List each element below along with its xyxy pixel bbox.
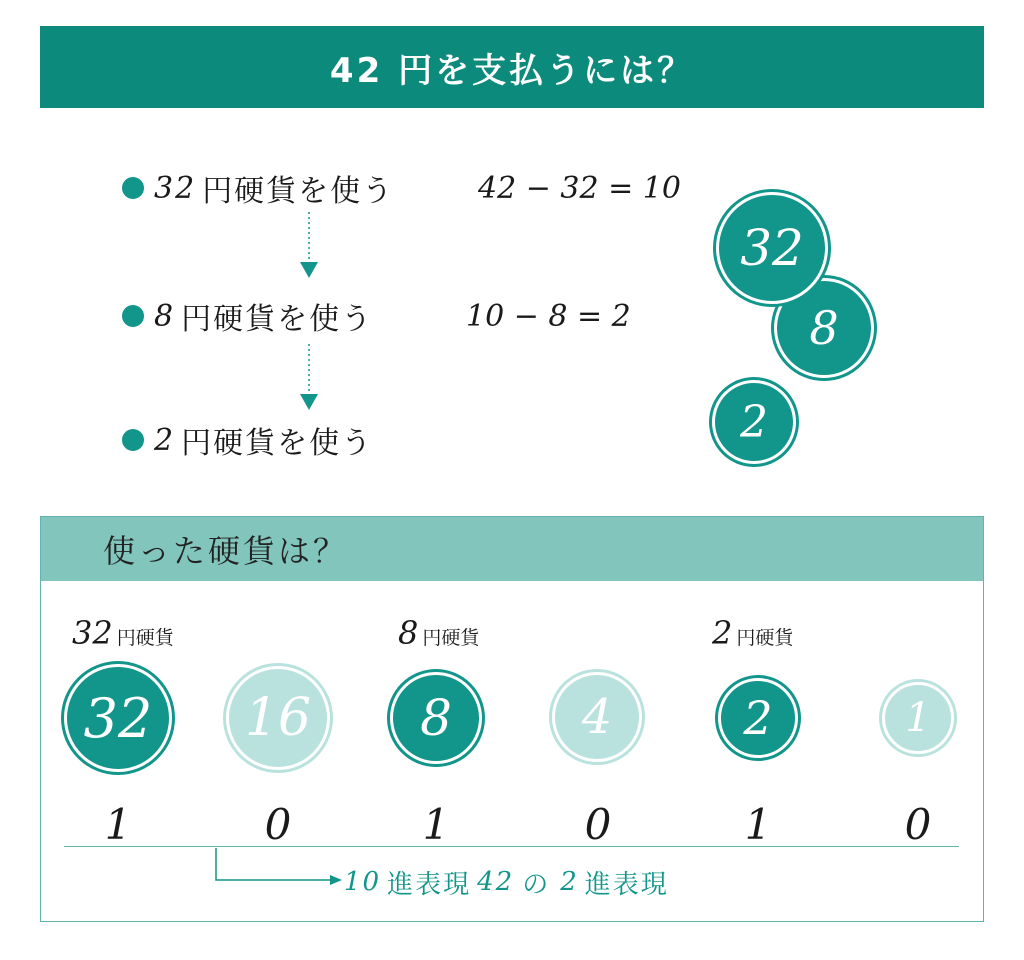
coin-label-value: 2 <box>712 614 733 652</box>
coin-label-value: 8 <box>398 614 419 652</box>
bit-2: 1 <box>744 800 772 849</box>
bit-1: 0 <box>904 800 932 849</box>
coin-32: 32 <box>716 192 828 304</box>
bit-32: 1 <box>104 800 132 849</box>
coin-label-32 <box>72 614 174 652</box>
step-value: 2 <box>154 422 176 458</box>
title-text: 42 円を支払うには？ <box>329 50 695 91</box>
title-banner <box>40 26 984 108</box>
caption-text: 進表現 <box>584 869 669 900</box>
row-coin-16: 16 <box>226 666 330 770</box>
step-text: 円硬貨を使う <box>181 426 374 461</box>
row-coin-8: 8 <box>390 672 482 764</box>
coin-label-2 <box>712 614 794 652</box>
row-coin-4: 4 <box>552 672 642 762</box>
step-value: 8 <box>154 298 176 334</box>
coin-label-8 <box>398 614 480 652</box>
coin-8: 8 <box>774 278 874 378</box>
equation-2: 10 − 8 = 2 <box>466 298 631 334</box>
equation-1: 42 − 32 = 10 <box>478 170 681 206</box>
caption-text: 進表現 <box>387 869 472 900</box>
coin-2: 2 <box>712 380 796 464</box>
coin-label-text: 円硬貨 <box>422 627 480 649</box>
step-text: 円硬貨を使う <box>202 174 395 209</box>
step-3 <box>122 420 373 460</box>
row-coin-1: 1 <box>882 682 954 754</box>
panel-heading-text: 使った硬貨は？ <box>103 532 349 570</box>
coin-label-value: 32 <box>72 614 113 652</box>
down-arrow-icon <box>298 342 320 412</box>
down-arrow-icon <box>298 210 320 280</box>
step-text: 円硬貨を使う <box>181 302 374 337</box>
coin-label-text: 円硬貨 <box>736 627 794 649</box>
binary-caption <box>344 862 669 902</box>
right-arrow-icon <box>210 846 344 888</box>
caption-num: 42 <box>477 867 515 897</box>
caption-text: の <box>522 869 551 900</box>
bullet-icon <box>122 305 144 327</box>
caption-num: 2 <box>560 867 579 897</box>
bit-16: 0 <box>264 800 292 849</box>
step-value: 32 <box>154 170 197 206</box>
step-1 <box>122 168 394 208</box>
bits-underline <box>64 846 959 847</box>
bit-4: 0 <box>584 800 612 849</box>
bullet-icon <box>122 429 144 451</box>
step-2 <box>122 296 373 336</box>
bit-8: 1 <box>422 800 450 849</box>
row-coin-32: 32 <box>64 664 172 772</box>
caption-num: 10 <box>344 867 382 897</box>
bullet-icon <box>122 177 144 199</box>
panel-heading <box>41 517 983 581</box>
row-coin-2: 2 <box>718 678 798 758</box>
coin-label-text: 円硬貨 <box>116 627 174 649</box>
